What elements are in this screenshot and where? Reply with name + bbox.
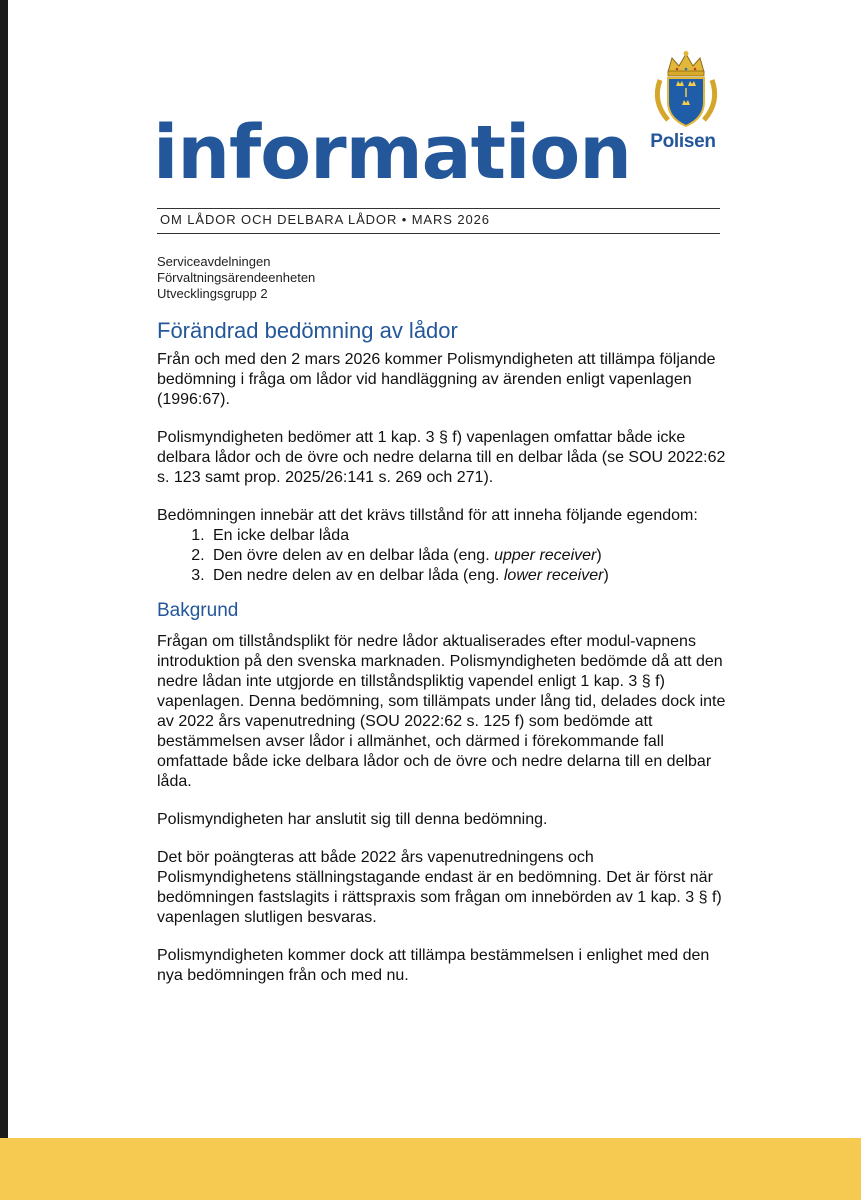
list-item: 2. Den övre delen av en delbar låda (eng. upper receiver) bbox=[209, 546, 727, 566]
paragraph: Frågan om tillståndsplikt för nedre lådor aktualiserades efter modul-vapnens introduktion på den svenska marknaden. Polismyndigheten bedömde då att den nedre lådan inte utgjorde en tillståndspliktig vapendel enligt 1 kap. 3 § f) vapenlagen. Denna bedömning, som tillämpats under lång tid, delades dock inte av 2022 års vapenutredning (SOU 2022:62 s. 125 f) som bedömde att bestämmelsen avser lådor i allmänhet, och därmed i förekommande fall omfattade både icke delbara lådor och de övre och nedre delarna till en delbar låda. bbox=[157, 633, 726, 790]
department-line: Serviceavdelningen bbox=[157, 254, 271, 269]
page-left-edge bbox=[0, 0, 8, 1200]
paragraph: Polismyndigheten kommer dock att tillämpa bestämmelsen i enlighet med den nya bedömningen från och med nu. bbox=[157, 947, 710, 984]
department-line: Förvaltningsärendeenheten bbox=[157, 270, 316, 285]
footer-band bbox=[0, 1138, 861, 1200]
paragraph: Polismyndigheten har anslutit sig till denna bedömning. bbox=[157, 811, 548, 828]
department-block bbox=[157, 254, 315, 302]
document-subheader: OM LÅDOR OCH DELBARA LÅDOR • MARS 2026 bbox=[160, 212, 490, 227]
list-item: 3. Den nedre delen av en delbar låda (eng. lower receiver) bbox=[209, 566, 727, 586]
section-heading: Förändrad bedömning av lådor bbox=[157, 318, 458, 343]
paragraph: Bedömningen innebär att det krävs tillstånd för att inneha följande egendom: bbox=[157, 507, 698, 524]
list-item: 1. En icke delbar låda bbox=[209, 526, 727, 546]
paragraph: Från och med den 2 mars 2026 kommer Polismyndigheten att tillämpa följande bedömning i fråga om lådor vid handläggning av ärenden enligt vapenlagen (1996:67). bbox=[157, 351, 716, 408]
document-body bbox=[157, 316, 727, 1004]
paragraph: Polismyndigheten bedömer att 1 kap. 3 § f) vapenlagen omfattar både icke delbara lådor och de övre och nedre delarna till en delbar låda (se SOU 2022:62 s. 123 samt prop. 2025/26:141 s. 269 och 271). bbox=[157, 429, 726, 486]
section-heading: Bakgrund bbox=[157, 600, 239, 621]
police-emblem-icon bbox=[648, 50, 724, 132]
header-rule-bottom bbox=[157, 233, 720, 234]
masthead-title: information bbox=[153, 110, 631, 196]
ownership-list bbox=[157, 526, 727, 586]
header-rule-top bbox=[157, 208, 720, 209]
department-line: Utvecklingsgrupp 2 bbox=[157, 286, 268, 301]
logo-wordmark: Polisen bbox=[650, 131, 716, 152]
paragraph: Det bör poängteras att både 2022 års vapenutredningens och Polismyndighetens ställningstagande endast är en bedömning. Det är först när bedömningen fastslagits i rättspraxis som frågan om innebörden av 1 kap. 3 § f) vapenlagen slutligen besvaras. bbox=[157, 849, 722, 926]
